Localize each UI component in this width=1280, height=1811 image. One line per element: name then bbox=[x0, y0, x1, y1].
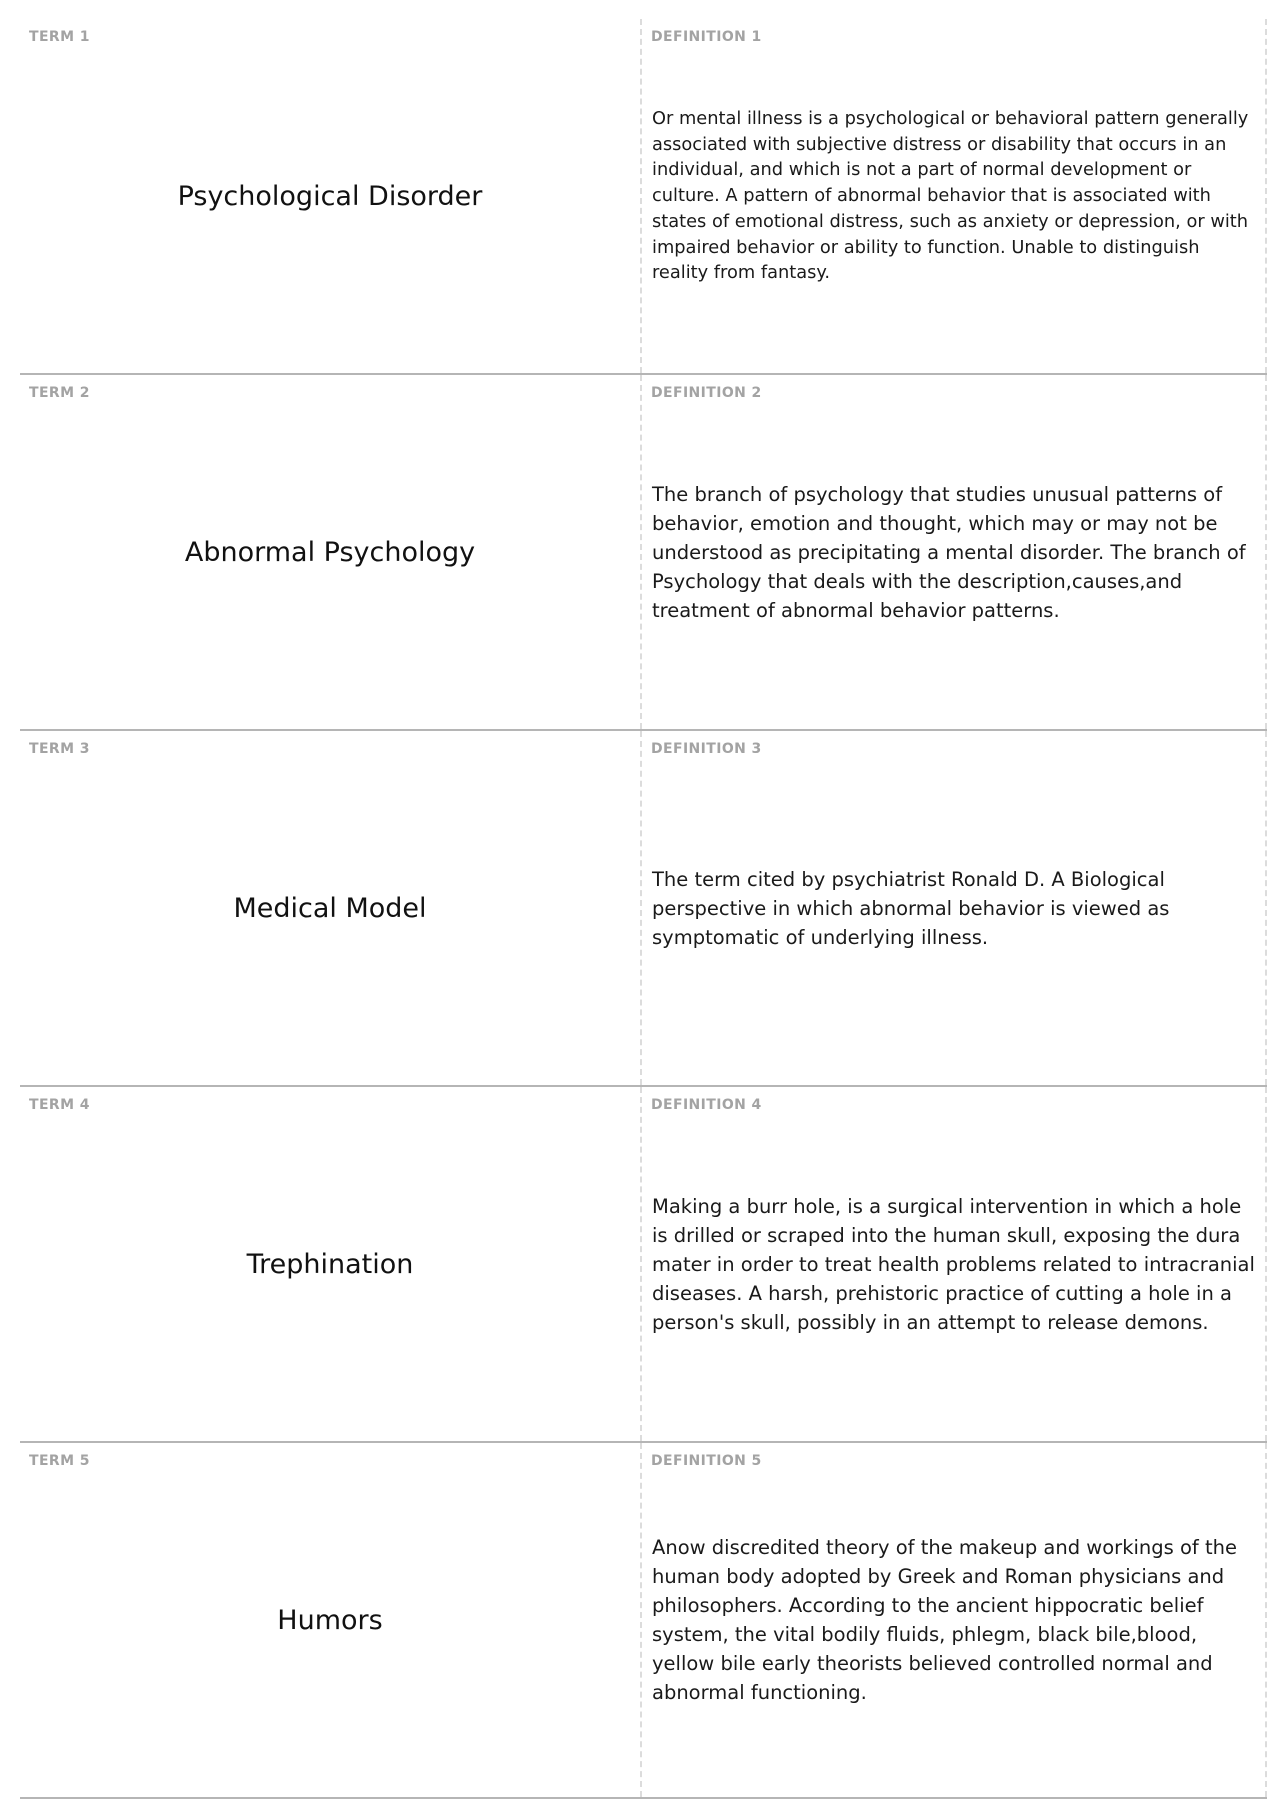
term-text: Humors bbox=[277, 1604, 383, 1636]
definition-body bbox=[642, 731, 1265, 1085]
term-cell bbox=[20, 19, 642, 373]
definition-cell bbox=[642, 19, 1267, 373]
flashcard-row bbox=[20, 731, 1267, 1087]
flashcard-row bbox=[20, 375, 1267, 731]
term-label: TERM 4 bbox=[29, 1097, 90, 1113]
flashcard-row bbox=[20, 1443, 1267, 1799]
definition-body bbox=[642, 19, 1265, 373]
definition-label: DEFINITION 4 bbox=[651, 1097, 762, 1113]
definition-label: DEFINITION 1 bbox=[651, 29, 762, 45]
flashcard-sheet bbox=[20, 19, 1267, 1802]
flashcard-row bbox=[20, 1087, 1267, 1443]
definition-cell bbox=[642, 1087, 1267, 1441]
definition-body bbox=[642, 1087, 1265, 1441]
term-cell bbox=[20, 1443, 642, 1797]
term-text: Medical Model bbox=[233, 892, 427, 924]
term-cell bbox=[20, 375, 642, 729]
definition-label: DEFINITION 5 bbox=[651, 1453, 762, 1469]
definition-cell bbox=[642, 731, 1267, 1085]
term-label: TERM 2 bbox=[29, 385, 90, 401]
term-cell bbox=[20, 1087, 642, 1441]
definition-label: DEFINITION 2 bbox=[651, 385, 762, 401]
definition-text: Making a burr hole, is a surgical intervention in which a hole is drilled or scraped into the human skull, exposing the dura mater in order to treat health problems related to intracranial diseases. A harsh, prehistoric practice of cutting a hole in a person's skull, possibly in an attempt to release demons. bbox=[652, 1194, 1255, 1334]
definition-text: Anow discredited theory of the makeup and workings of the human body adopted by Greek and Roman physicians and philosophers. According to the ancient hippocratic belief system, the vital bodily fluids, phlegm, black bile,blood, yellow bile early theorists believed controlled normal and abnormal functioning. bbox=[652, 1536, 1237, 1704]
definition-body bbox=[642, 375, 1265, 729]
term-label: TERM 1 bbox=[29, 29, 90, 45]
term-text: Abnormal Psychology bbox=[184, 536, 476, 568]
definition-cell bbox=[642, 375, 1267, 729]
definition-text: The term cited by psychiatrist Ronald D. A Biological perspective in which abnormal behavior is viewed as symptomatic of underlying illness. bbox=[652, 867, 1170, 949]
term-label: TERM 3 bbox=[29, 741, 90, 757]
term-text: Psychological Disorder bbox=[177, 180, 483, 212]
definition-cell bbox=[642, 1443, 1267, 1797]
term-cell bbox=[20, 731, 642, 1085]
definition-label: DEFINITION 3 bbox=[651, 741, 762, 757]
flashcard-row bbox=[20, 19, 1267, 375]
term-text: Trephination bbox=[246, 1248, 414, 1280]
definition-text: Or mental illness is a psychological or behavioral pattern generally associated with subjective distress or disability that occurs in an individual, and which is not a part of normal development or culture. A pattern of abnormal behavior that is associated with states of emotional distress, such as anxiety or depression, or with impaired behavior or ability to function. Unable to distinguish reality from fantasy. bbox=[652, 107, 1249, 284]
definition-body bbox=[642, 1443, 1265, 1797]
definition-text: The branch of psychology that studies unusual patterns of behavior, emotion and thought, which may or may not be understood as precipitating a mental disorder. The branch of Psychology that deals with the description,causes,and treatment of abnormal behavior patterns. bbox=[652, 482, 1246, 622]
term-label: TERM 5 bbox=[29, 1453, 90, 1469]
